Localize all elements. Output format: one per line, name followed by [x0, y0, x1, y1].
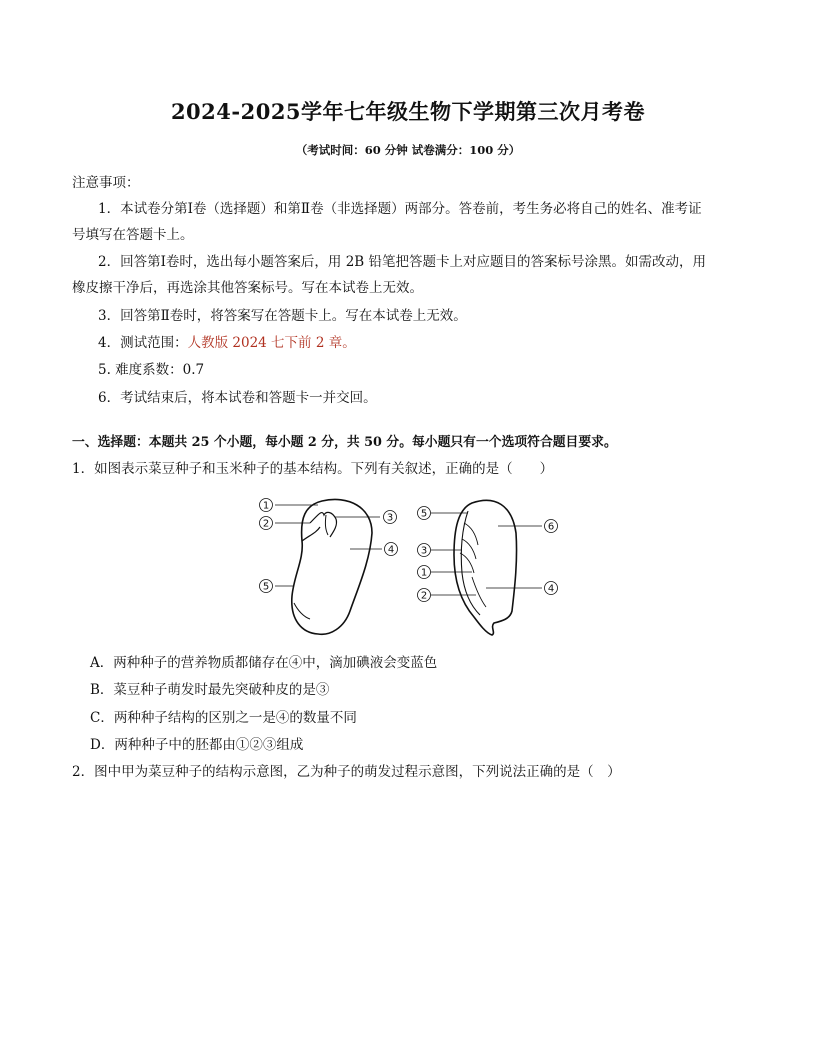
test-range: 人教版 2024 七下前 2 章。 — [187, 335, 356, 351]
bean-seed-drawing — [292, 499, 372, 634]
notice-item-4 — [98, 331, 356, 351]
corn-label-3: 3 — [420, 545, 428, 557]
notice-item-1-line-1: 1．本试卷分第Ⅰ卷（选择题）和第Ⅱ卷（非选择题）两部分。答卷前，考生务必将自己的姓名、准考证 — [98, 201, 702, 217]
bean-leader-lines — [275, 505, 382, 586]
notice-item-1-line-2: 号填写在答题卡上。 — [72, 227, 194, 243]
bean-label-2: 2 — [262, 518, 270, 530]
exam-title: 2024-2025学年七年级生物下学期第三次月考卷 — [170, 99, 646, 124]
corn-label-4: 4 — [547, 583, 555, 595]
bean-label-4: 4 — [387, 544, 395, 556]
notice-item-2-line-2: 橡皮擦干净后，再选涂其他答案标号。写在本试卷上无效。 — [72, 280, 423, 296]
question-1-option-c: C．两种种子结构的区别之一是④的数量不同 — [90, 710, 357, 726]
notice-item-3: 3．回答第Ⅱ卷时，将答案写在答题卡上。写在本试卷上无效。 — [98, 308, 467, 324]
notice-item-2-line-1: 2．回答第Ⅰ卷时，选出每小题答案后，用 2B 铅笔把答题卡上对应题目的答案标号涂黑。如需改动，用 — [98, 254, 707, 270]
question-1-option-b: B．菜豆种子萌发时最先突破种皮的是③ — [90, 682, 330, 698]
question-2-stem: 2．图中甲为菜豆种子的结构示意图，乙为种子的萌发过程示意图，下列说法正确的是（ ） — [72, 764, 621, 780]
bean-label-5: 5 — [262, 581, 270, 593]
question-1-option-d: D．两种种子中的胚都由①②③组成 — [90, 737, 304, 753]
corn-seed-drawing — [454, 500, 517, 635]
corn-leader-lines — [431, 513, 542, 595]
exam-subtitle: （考试时间：60 分钟 试卷满分：100 分） — [295, 143, 521, 157]
corn-label-5: 5 — [420, 508, 428, 520]
notice-item-6: 6．考试结束后，将本试卷和答题卡一并交回。 — [98, 390, 377, 406]
notice-heading: 注意事项： — [72, 175, 140, 191]
seed-structure-figure — [250, 493, 570, 638]
notice-item-5: 5. 难度系数：0.7 — [98, 362, 205, 378]
corn-label-1: 1 — [420, 567, 428, 579]
corn-label-6: 6 — [547, 521, 555, 533]
section-1-heading: 一、选择题：本题共 25 个小题，每小题 2 分，共 50 分。每小题只有一个选项符合题目要求。 — [72, 435, 617, 450]
question-1-option-a: A．两种种子的营养物质都储存在④中，滴加碘液会变蓝色 — [90, 655, 438, 671]
question-1-stem: 1．如图表示菜豆种子和玉米种子的基本结构。下列有关叙述，正确的是（ ） — [72, 461, 554, 477]
bean-label-1: 1 — [262, 500, 270, 512]
corn-label-2: 2 — [420, 590, 428, 602]
bean-label-3: 3 — [386, 512, 394, 524]
notice-item-4-prefix: 4．测试范围： — [98, 335, 188, 351]
